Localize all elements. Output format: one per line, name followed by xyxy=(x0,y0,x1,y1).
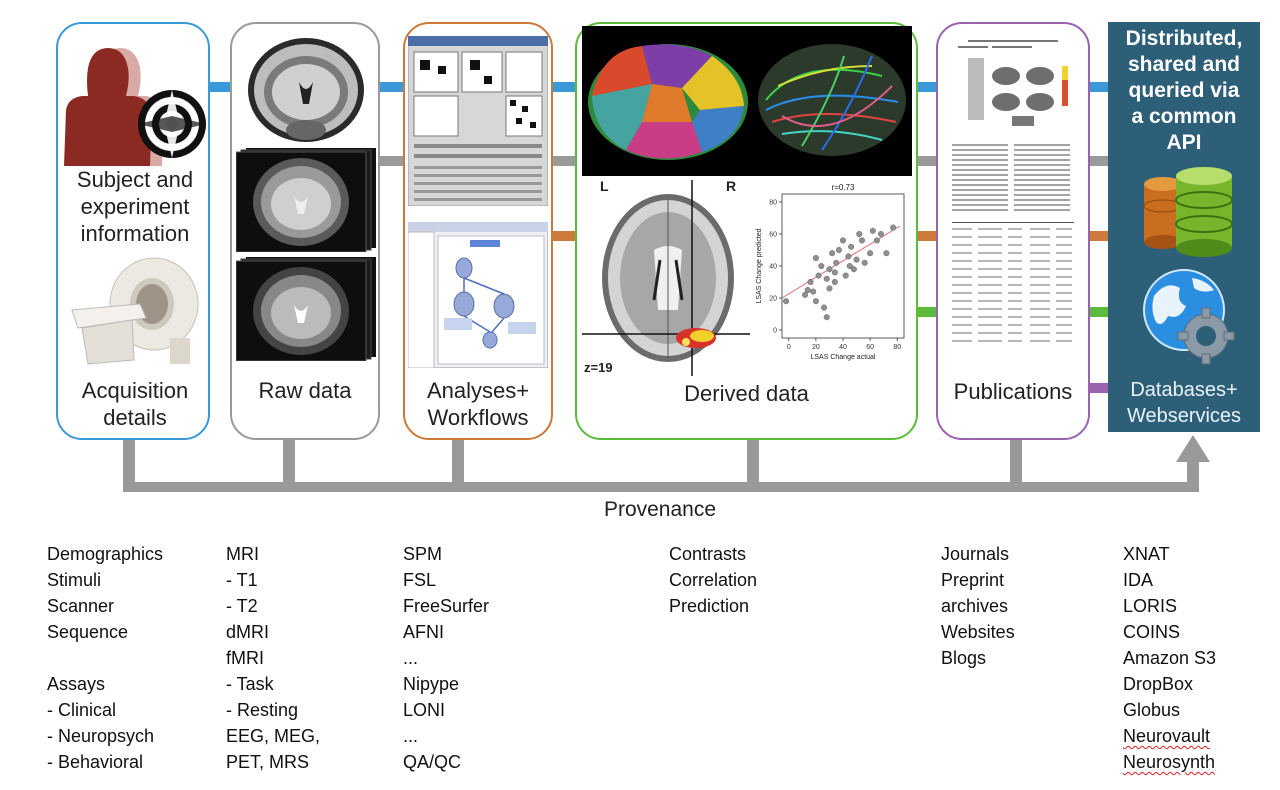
list-item: Blogs xyxy=(941,648,987,668)
list-item: dMRI xyxy=(226,622,270,642)
derived-data-caption xyxy=(575,380,918,407)
list-item: - Task xyxy=(226,674,274,694)
databases-list xyxy=(1123,541,1216,775)
scatter-point xyxy=(890,225,896,231)
scatter-point xyxy=(810,289,816,295)
scatter-point xyxy=(827,266,833,272)
x-tick-label: 80 xyxy=(893,344,902,351)
y-tick-label: 0 xyxy=(773,327,777,335)
scatter-point xyxy=(874,238,880,244)
subject-tools-list xyxy=(47,541,163,775)
header-line: a common xyxy=(1131,105,1237,128)
x-axis-label: LSAS Change actual xyxy=(810,354,876,361)
scatter-point xyxy=(783,298,789,304)
scatter-point xyxy=(859,238,865,244)
x-tick-label: 20 xyxy=(811,344,820,351)
scatter-point xyxy=(829,250,835,256)
list-item: fMRI xyxy=(226,648,264,668)
scatter-point xyxy=(884,250,890,256)
brain-right-label: R xyxy=(726,178,737,194)
checkerboard-stimulus-icon xyxy=(138,90,206,158)
caption-line: Analyses+ xyxy=(426,378,530,403)
list-item: LONI xyxy=(403,700,446,720)
acquisition-caption xyxy=(60,377,210,431)
list-item: Nipype xyxy=(403,674,460,694)
caption-line: Acquisition xyxy=(81,378,189,403)
mri-coronal-image xyxy=(243,34,370,147)
scatter-point xyxy=(836,247,842,253)
mri-scanner-icon xyxy=(62,252,208,368)
raw-data-list xyxy=(226,541,320,775)
y-tick-label: 80 xyxy=(769,199,777,207)
caption-line: Webservices xyxy=(1126,405,1242,427)
list-item: - Neuropsych xyxy=(47,726,155,746)
publications-list xyxy=(941,541,1015,671)
databases-header xyxy=(1108,26,1260,156)
analyses-list xyxy=(403,541,489,775)
list-item: Stimuli xyxy=(47,570,102,590)
derived-data-list xyxy=(669,541,757,619)
scatter-point xyxy=(816,273,822,279)
x-tick-label: 60 xyxy=(866,344,875,351)
database-stack-icon xyxy=(1140,166,1236,258)
spm-window-image xyxy=(408,36,548,206)
subject-image xyxy=(60,40,210,166)
scatter-point xyxy=(851,266,857,272)
list-item: LORIS xyxy=(1123,596,1178,616)
header-line: Distributed, xyxy=(1125,27,1243,50)
scatter-point xyxy=(808,279,814,285)
list-item: QA/QC xyxy=(403,752,462,772)
brain-left-label: L xyxy=(600,178,609,194)
y-tick-label: 20 xyxy=(769,295,777,303)
publications-caption xyxy=(936,378,1090,405)
scatter-title: r=0.73 xyxy=(831,183,855,192)
scatter-point xyxy=(821,305,827,311)
scatter-plot xyxy=(752,180,912,370)
workflow-window-image xyxy=(408,222,548,368)
caption-line: Derived data xyxy=(684,381,809,406)
list-item: - T2 xyxy=(226,596,258,616)
list-item: - Clinical xyxy=(47,700,117,720)
scatter-point xyxy=(843,273,849,279)
header-line: API xyxy=(1166,131,1202,154)
scatter-point xyxy=(846,254,852,260)
list-item: PET, MRS xyxy=(226,752,310,772)
list-item: Prediction xyxy=(669,596,750,616)
scatter-point xyxy=(832,279,838,285)
list-item: Contrasts xyxy=(669,544,747,564)
list-item: DropBox xyxy=(1123,674,1194,694)
list-item: IDA xyxy=(1123,570,1154,590)
scatter-point xyxy=(827,286,833,292)
list-item: AFNI xyxy=(403,622,445,642)
analyses-caption xyxy=(403,377,553,431)
scatter-point xyxy=(870,228,876,234)
list-item: archives xyxy=(941,596,1009,616)
caption-line: Subject and xyxy=(76,167,194,192)
list-item: Neurovault xyxy=(1123,726,1211,746)
raw-data-caption xyxy=(230,377,380,404)
scatter-point xyxy=(824,314,830,320)
list-item: ... xyxy=(403,726,419,746)
databases-caption xyxy=(1108,377,1260,429)
list-item: FreeSurfer xyxy=(403,596,490,616)
scatter-point xyxy=(867,250,873,256)
caption-line: Workflows xyxy=(427,405,529,430)
subject-caption xyxy=(60,166,210,247)
axial-brain-image xyxy=(582,180,750,376)
scatter-point xyxy=(848,244,854,250)
caption-line: information xyxy=(80,221,190,246)
caption-line: experiment xyxy=(80,194,190,219)
list-item: Demographics xyxy=(47,544,164,564)
scatter-point xyxy=(813,255,819,261)
provenance-label: Provenance xyxy=(603,498,717,521)
list-item: ... xyxy=(403,648,419,668)
list-item: XNAT xyxy=(1123,544,1170,564)
person-silhouette-icon xyxy=(60,40,210,166)
caption-line: details xyxy=(103,405,167,430)
scatter-point xyxy=(854,257,860,263)
list-item: MRI xyxy=(226,544,259,564)
y-axis-label: LSAS Change predicted xyxy=(756,228,763,304)
cortex-parcellation-image xyxy=(582,26,912,176)
list-item: Globus xyxy=(1123,700,1181,720)
scatter-point xyxy=(832,270,838,276)
scatter-point xyxy=(840,238,846,244)
y-tick-label: 60 xyxy=(769,231,777,239)
header-line: shared and xyxy=(1127,53,1241,76)
scatter-point xyxy=(862,260,868,266)
list-item: Websites xyxy=(941,622,1015,642)
globe-gear-icon xyxy=(1140,266,1236,366)
list-item: FSL xyxy=(403,570,437,590)
mri-t1-stack-image xyxy=(236,148,376,252)
caption-line: Databases+ xyxy=(1130,379,1238,401)
list-item: Sequence xyxy=(47,622,129,642)
scatter-point xyxy=(802,292,808,298)
list-item: COINS xyxy=(1123,622,1181,642)
list-item: Neurosynth xyxy=(1123,752,1216,772)
scatter-point xyxy=(856,231,862,237)
list-item: - T1 xyxy=(226,570,258,590)
caption-line: Raw data xyxy=(258,378,352,403)
scatter-point xyxy=(833,260,839,266)
caption-line: Publications xyxy=(953,379,1073,404)
scatter-point xyxy=(824,276,830,282)
x-tick-label: 0 xyxy=(786,344,791,351)
plot-area xyxy=(782,194,904,338)
list-item: Scanner xyxy=(47,596,115,616)
scatter-point xyxy=(878,231,884,237)
list-item: Preprint xyxy=(941,570,1005,590)
list-item: EEG, MEG, xyxy=(226,726,321,746)
y-tick-label: 40 xyxy=(769,263,777,271)
list-item: Journals xyxy=(941,544,1010,564)
scatter-point xyxy=(819,263,825,269)
list-item: - Resting xyxy=(226,700,299,720)
slice-label: z=19 xyxy=(584,360,613,375)
x-tick-label: 40 xyxy=(839,344,847,351)
publication-page-image xyxy=(948,36,1078,366)
scatter-point xyxy=(813,298,819,304)
list-item: Amazon S3 xyxy=(1123,648,1217,668)
list-item: Assays xyxy=(47,674,106,694)
list-item: Correlation xyxy=(669,570,758,590)
list-item: - Behavioral xyxy=(47,752,144,772)
mri-t2-stack-image xyxy=(236,257,376,361)
list-item: SPM xyxy=(403,544,443,564)
header-line: queried via xyxy=(1128,79,1240,102)
